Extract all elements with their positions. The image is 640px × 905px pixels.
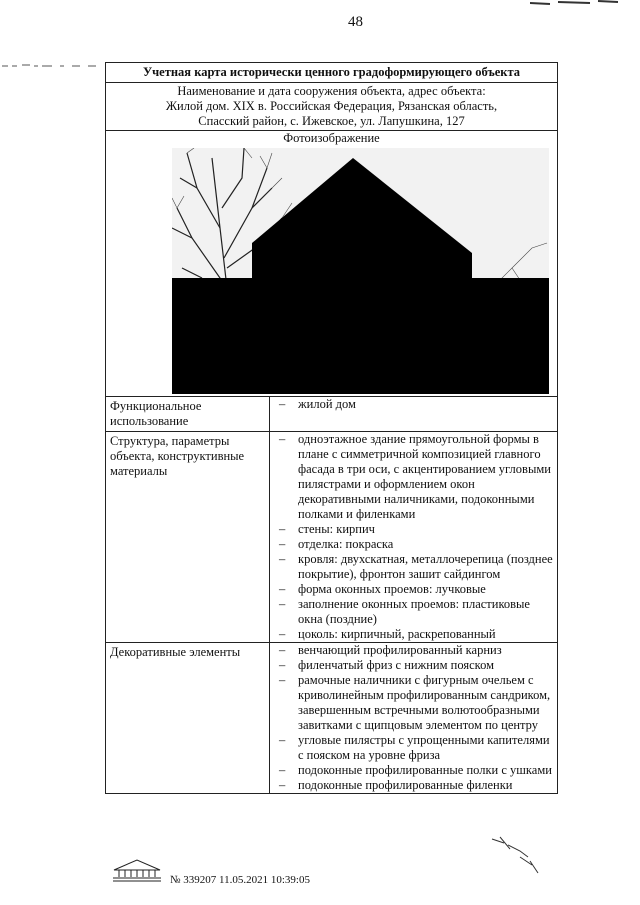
list-item: – цоколь: кирпичный, раскрепованный (276, 627, 553, 642)
page-number: 48 (348, 14, 363, 30)
registration-number: № 339207 11.05.2021 10:39:05 (170, 874, 310, 886)
list-item: – заполнение оконных проемов: пластиковые окна (поздние) (276, 597, 553, 627)
list-item: – одноэтажное здание прямоугольной формы в плане с симметричной композицией главного фасада в три оси, с акцентированием угловыми пилястрами и оформлением окон декоративными наличниками, подоконными полками и филенками (276, 432, 553, 522)
list-item: – кровля: двухскатная, металлочерепица (позднее покрытие), фронтон зашит сайдингом (276, 552, 553, 582)
object-name-cell (106, 83, 558, 131)
photo-label: Фотоизображение (283, 131, 380, 145)
government-building-stamp-icon (110, 856, 164, 882)
list-item: – венчающий профилированный карниз (276, 643, 553, 658)
row-label-functional-use: Функциональное использование (106, 397, 270, 432)
list-item: – рамочные наличники с фигурным очельем с криволинейным профилированным сандриком, завершенным встречными волютообразными завитками с щипцовым элементом по центру (276, 673, 553, 733)
row-values-decorative (270, 643, 558, 794)
signature-scribble (490, 835, 550, 875)
row-values-structure (270, 432, 558, 643)
list-item: – отделка: покраска (276, 537, 553, 552)
list-item: – форма оконных проемов: лучковые (276, 582, 553, 597)
card-title: Учетная карта исторически ценного градоформирующего объекта (106, 63, 558, 83)
accounting-card-table (105, 62, 558, 794)
list-item: – подоконные профилированные филенки (276, 778, 553, 793)
object-name-line2: Спасский район, с. Ижевское, ул. Лапушкина, 127 (198, 114, 465, 128)
row-values-functional-use (270, 397, 558, 432)
scan-artifact-left (0, 62, 100, 70)
photo-cell (106, 131, 558, 397)
list-item: – подоконные профилированные полки с ушками (276, 763, 553, 778)
list-item: – стены: кирпич (276, 522, 553, 537)
object-name-label: Наименование и дата сооружения объекта, адрес объекта: (177, 84, 486, 98)
list-item: – жилой дом (276, 397, 553, 412)
object-name-line1: Жилой дом. XIX в. Российская Федерация, Рязанская область, (165, 99, 498, 113)
row-label-decorative: Декоративные элементы (106, 643, 270, 794)
row-label-structure: Структура, параметры объекта, конструктивные материалы (106, 432, 270, 643)
list-item: – угловые пилястры с упрощенными капителями с пояском на уровне фриза (276, 733, 553, 763)
house-photo (172, 148, 549, 394)
scan-artifact-top (530, 0, 620, 6)
document-footer (110, 856, 410, 886)
list-item: – филенчатый фриз с нижним пояском (276, 658, 553, 673)
